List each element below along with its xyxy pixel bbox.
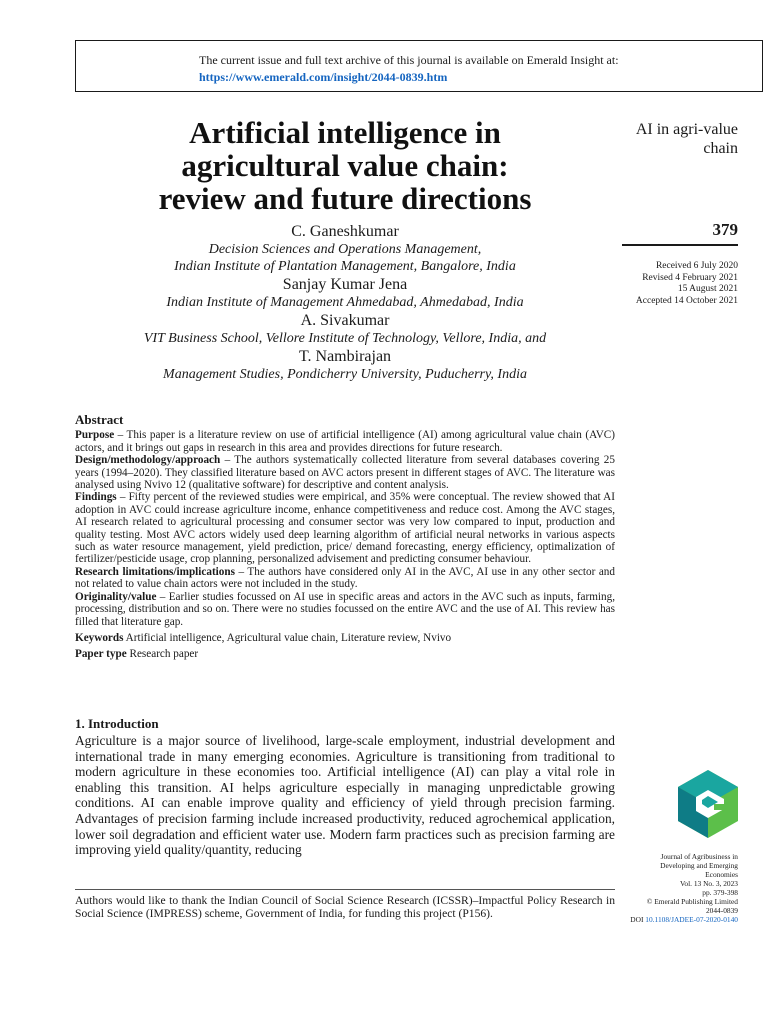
access-notice-box bbox=[75, 40, 763, 92]
journal-pages: pp. 379-398 bbox=[702, 888, 738, 897]
journal-logo-icon bbox=[676, 768, 740, 840]
journal-name-line-3: Economies bbox=[705, 870, 738, 879]
introduction-heading: 1. Introduction bbox=[75, 716, 159, 731]
author-affiliation: Indian Institute of Plantation Management, Bangalore, India bbox=[174, 259, 516, 274]
author-affiliation: VIT Business School, Vellore Institute of Technology, Vellore, India, and bbox=[143, 331, 547, 346]
abstract-findings: Findings – Fifty percent of the reviewed studies were empirical, and 35% were conceptual. The review showed that AI adoption in AVC could increase agriculture income, enhance competitiveness and reduce cost. Among the AVC stages, AI research related to agricultural processing and consumer sector was very low compared to input, production and quality testing. Most AVC actors widely used deep learning algorithm of artificial neural networks in various aspects such as water resource management, yield prediction, price/ demand forecasting, energy efficiency, optimalization of fertilizer/pesticide usage, crop planning, personalized advisement and predicting consumer behaviour. bbox=[75, 491, 615, 566]
author-name: A. Sivakumar bbox=[300, 312, 390, 329]
funding-footnote: Authors would like to thank the Indian Council of Social Science Research (ICSSR)–Impactful Policy Research in Social Science (IMPRESS) scheme, Government of India, for funding this project (P156). bbox=[75, 894, 615, 921]
author-affiliation: Management Studies, Pondicherry University, Puducherry, India bbox=[163, 367, 527, 382]
accepted-date: Accepted 14 October 2021 bbox=[635, 295, 738, 306]
revised-date-2: 15 August 2021 bbox=[677, 284, 738, 294]
author-name: C. Ganeshkumar bbox=[291, 223, 399, 240]
abstract-paper-type: Paper type Research paper bbox=[75, 648, 199, 661]
footnote-rule bbox=[75, 889, 615, 890]
abstract-section bbox=[75, 414, 615, 661]
author-name: Sanjay Kumar Jena bbox=[282, 276, 408, 293]
article-title bbox=[75, 116, 615, 215]
abstract-heading: Abstract bbox=[75, 412, 124, 427]
article-dates bbox=[600, 261, 738, 307]
journal-publisher: © Emerald Publishing Limited bbox=[646, 897, 738, 906]
title-line-1: Artificial intelligence in bbox=[189, 115, 501, 150]
introduction-section bbox=[75, 716, 615, 858]
introduction-body: Agriculture is a major source of livelihood, large-scale employment, industrial development and international trade in many emerging economies. Agriculture is transitioning from traditional to modern agriculture in these economies too. Artificial intelligence (AI) can play a vital role in enabling this transition. AI helps agriculture especially in managing unpredictable growing conditions. AI can enable improve quality and efficiency of yield through precision farming. Advantages of precision farming include increased productivity, reduced agrochemical application, lower soil degradation and efficient water use. Modern farm practices such as precision farming are improving yield quality/quantity, reducing bbox=[75, 733, 615, 858]
right-column-rule bbox=[622, 244, 738, 246]
author-affiliation: Indian Institute of Management Ahmedabad, Ahmedabad, India bbox=[166, 295, 524, 310]
journal-volume: Vol. 13 No. 3, 2023 bbox=[680, 879, 738, 888]
running-head: AI in agri-value chain bbox=[635, 121, 738, 157]
author-list bbox=[75, 222, 615, 383]
abstract-originality: Originality/value – Earlier studies focussed on AI use in specific areas and actors in the AVC such as inputs, farming, processing, distribution and so on. There were no studies focussed on the entire AVC and the use of AI. This review has filled that literature gap. bbox=[75, 590, 615, 628]
abstract-keywords: Keywords Artificial intelligence, Agricultural value chain, Literature review, Nvivo bbox=[75, 631, 452, 644]
abstract-limitations: Research limitations/implications – The authors have considered only AI in the AVC, AI use in any other sector and not related to value chain actors were not included in the study. bbox=[75, 565, 615, 591]
journal-doi: DOI 10.1108/JADEE-07-2020-0140 bbox=[630, 915, 738, 924]
author-affiliation: Decision Sciences and Operations Management, bbox=[208, 242, 482, 257]
access-notice-text: The current issue and full text archive of this journal is available on Emerald Insight at: bbox=[199, 53, 619, 67]
journal-name-line-2: Developing and Emerging bbox=[660, 861, 738, 870]
doi-link[interactable]: 10.1108/JADEE-07-2020-0140 bbox=[645, 915, 738, 924]
abstract-design: Design/methodology/approach – The authors systematically collected literature from several databases covering 25 years (1994–2020). They classified literature based on AVC actors present in different stages of AVC. The literature was analysed using Nvivo 12 (qualitative software) for descriptive and content analysis. bbox=[75, 454, 615, 492]
journal-info bbox=[600, 852, 738, 924]
author-name: T. Nambirajan bbox=[298, 348, 392, 365]
title-line-2: agricultural value chain: bbox=[181, 148, 509, 183]
received-date: Received 6 July 2020 bbox=[655, 261, 738, 271]
page-number: 379 bbox=[712, 220, 738, 239]
revised-date-1: Revised 4 February 2021 bbox=[642, 272, 738, 283]
journal-url-link[interactable]: https://www.emerald.com/insight/2044-0839.htm bbox=[199, 70, 448, 84]
abstract-purpose: Purpose – This paper is a literature review on use of artificial intelligence (AI) among agricultural value chain (AVC) actors, and it brings out gaps in research in this area and provides directions for future research. bbox=[75, 429, 615, 454]
title-line-3: review and future directions bbox=[158, 181, 532, 216]
journal-name-line-1: Journal of Agribusiness in bbox=[660, 852, 738, 861]
journal-issn: 2044-0839 bbox=[705, 906, 738, 915]
